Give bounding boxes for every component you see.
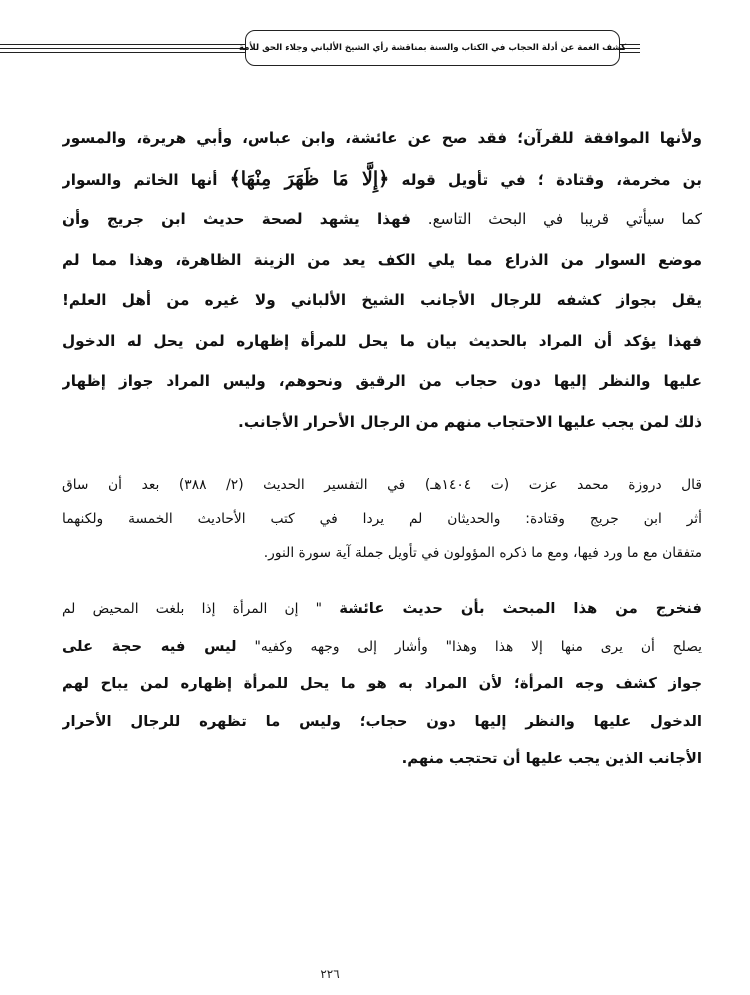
text-line: جواز كشف وجه المرأة؛ لأن المراد به هو ما يحل للمرأة إظهاره لمن يباح لهم — [62, 675, 702, 692]
text-line: فهذا يؤكد أن المراد بالحديث بيان ما يحل للمرأة إظهاره لمن يحل له الدخول — [62, 331, 702, 350]
text-line: الدخول عليها والنظر إليها دون حجاب؛ وليس ما تظهره للرجال الأحرار — [62, 712, 702, 730]
text-line — [62, 590, 702, 628]
header-title: كشف الغمة عن أدلة الحجاب في الكتاب والسنة بمناقشة رأي الشيخ الألباني وجلاء الحق للأمة — [238, 43, 627, 53]
text-line: يقل بجواز كشفه للرجال الأجانب الشيخ الألباني ولا غيره من أهل العلم! — [62, 291, 702, 309]
text-segment: فنخرج من هذا المبحث بأن حديث عائشة — [339, 600, 702, 617]
text-line: عليها والنظر إليها دون حجاب من الرقيق ونحوهم، وليس المراد جواز إظهار — [62, 372, 702, 390]
text-segment: " إن المرأة إذا بلغت المحيض لم — [62, 601, 323, 617]
text-segment: يصلح أن يرى منها إلا هذا وهذا" وأشار إلى وجهه وكفيه" — [254, 638, 702, 655]
paragraph-1 — [62, 118, 702, 442]
running-header — [238, 30, 627, 66]
text-segment: بن مخرمة، وقتادة ؛ في تأويل قوله — [401, 170, 702, 189]
text-line: متفقان مع ما ورد فيها، ومع ما ذكره المؤولون في تأويل جملة آية سورة النور. — [263, 545, 702, 561]
text-segment: ليس فيه حجة على — [62, 637, 237, 655]
text-line: الأجانب الذين يجب عليها أن تحتجب منهم. — [401, 750, 702, 767]
text-segment: أنها الخاتم والسوار — [62, 170, 218, 189]
quran-verse: ﴿إِلَّا مَا ظَهَرَ مِنْهَا﴾ — [229, 167, 390, 190]
page-number: ٢٢٦ — [320, 967, 340, 981]
text-line: ولأنها الموافقة للقرآن؛ فقد صح عن عائشة، وابن عباس، وأبي هريرة، والمسور — [62, 129, 702, 147]
text-segment: فهذا يشهد لصحة حديث ابن جريج وأن — [62, 210, 411, 228]
text-segment: كما سيأتي قريبا في البحث التاسع. — [427, 210, 702, 228]
text-line: أثر ابن جريج وقتادة: والحديثان لم يردا في كتب الأحاديث الخمسة ولكنهما — [62, 511, 702, 527]
paragraph-2 — [62, 468, 702, 570]
text-line: ذلك لمن يجب عليها الاحتجاب منهم من الرجال الأحرار الأجانب. — [238, 412, 702, 431]
paragraph-3 — [62, 590, 702, 778]
text-line — [62, 159, 702, 200]
text-line: موضع السوار من الذراع مما يلي الكف يعد من الزينة الظاهرة، وهذا مما لم — [62, 250, 702, 269]
text-line: قال دروزة محمد عزت (ت ١٤٠٤هـ) في التفسير الحديث (٢/ ٣٨٨) بعد أن ساق — [62, 477, 702, 493]
text-line — [62, 628, 702, 666]
text-line — [62, 199, 702, 240]
